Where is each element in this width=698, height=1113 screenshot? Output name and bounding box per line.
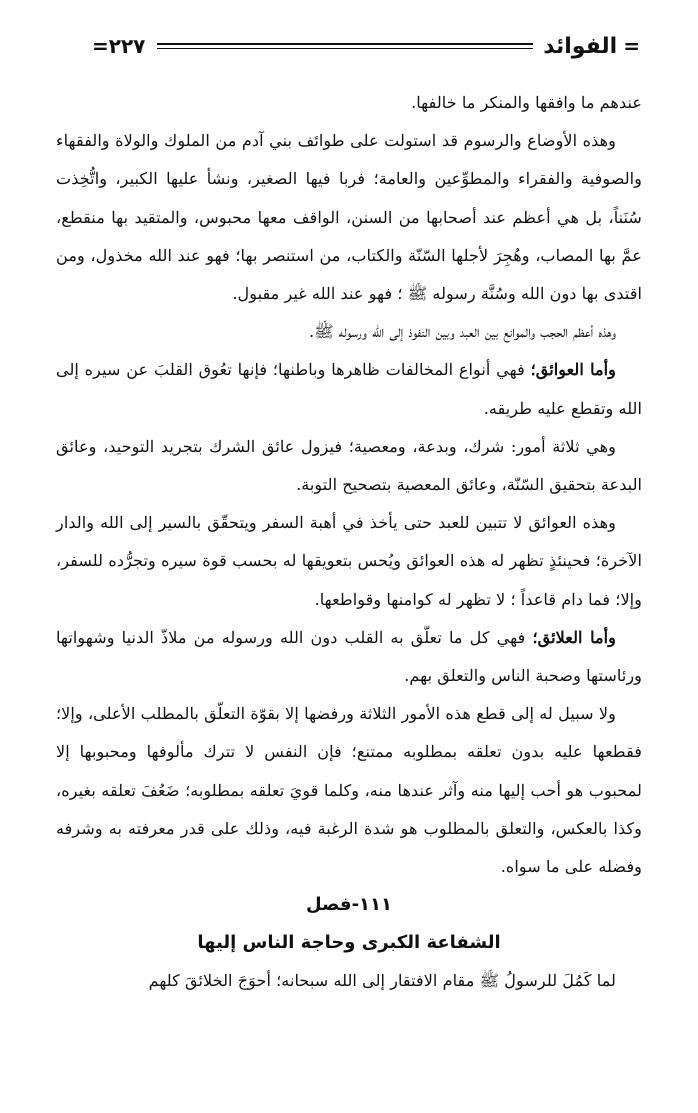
running-title: الفوائد [543, 33, 618, 59]
paragraph-6: وهذه العوائق لا تتبين للعبد حتى يأخذ في أهبة السفر ويتحقّق بالسير إلى الله والدار الآخرة؛ فحينئذٍ تظهر له هذه العوائق ويُحس بتعويقها له بحسب قوة سيره وتجرُّده للسفر، وإلا؛ فما دام قاعداً ؛ لا تظهر له كوامنها وقواطعها. [56, 513, 642, 609]
term-alaiq: وأما العلائق؛ [532, 627, 616, 647]
section-title: الشفاعة الكبرى وحاجة الناس إليها [197, 932, 501, 954]
paragraph-3: وهذه أعظم الحجب والموانع بين العبد وبين النفوذ إلى الله ورسوله ﷺ. [308, 322, 616, 342]
header-rule [157, 43, 533, 49]
paragraph-2: وهذه الأوضاع والرسوم قد استولت على طوائف بني آدم من الملوك والولاة والفقهاء والصوفية والفقراء والمطوِّعين والعامة؛ فربا فيها الصغير، ونشأ عليها الكبير، واتُّخِذت سُنَناً، بل هي أعظم عند أصحابها من السنن، الواقف معها محبوس، والمتقيد بها منقطع، عمَّ بها المصاب، وهُجِرَ لأجلها السّنّة والكتاب، من استنصر بها؛ فهو عند الله مخذول، ومن اقتدى بها دون الله وسُنَّة رسوله ﷺ ؛ فهو عند الله غير مقبول. [56, 131, 642, 304]
section-number: ١١١-فصل [305, 894, 393, 916]
paragraph-1: عندهم ما وافقها والمنكر ما خالفها. [411, 93, 642, 112]
paragraph-9: لما كَمُلَ للرسولُ ﷺ مقام الافتقار إلى الله سبحانه؛ أحوَجَ الخلائقَ كلهم [148, 971, 616, 991]
paragraph-7 [56, 619, 642, 695]
paragraph-7-text: فهي كل ما تعلّق به القلب دون الله ورسوله من ملاذّ الدنيا وشهواتها ورئاستها وصحبة الناس والتعلق بهم. [56, 627, 642, 686]
paragraph-5: وهي ثلاثة أمور: شرك، وبدعة، ومعصية؛ فيزول عائق الشرك بتجريد التوحيد، وعائق البدعة بتحقيق السّنّة، وعائق المعصية بتصحيح التوبة. [56, 436, 642, 495]
header-dash-left: = [92, 34, 109, 58]
page-number: ٢٢٧ [108, 34, 146, 58]
term-awaiq: وأما العوائق؛ [530, 360, 616, 380]
paragraph-4-text: فهي أنواع المخالفات ظاهرها وباطنها؛ فإنها تعُوق القلبَ عن سيره إلى الله وتقطع عليه طريقه. [56, 360, 642, 418]
body-text [56, 84, 642, 1000]
header-dash-right: = [623, 34, 640, 58]
paragraph-8: ولا سبيل له إلى قطع هذه الأمور الثلاثة ورفضها إلا بقوّة التعلّق بالمطلب الأعلى، وإلا؛ فقطعها عليه بدون تعلقه بمطلوبه ممتنع؛ فإن النفس لا تترك مألوفها ومحبوبها إلا لمحبوب هو أحب إليها منه وآثر عندها منه، وكلما قويَ تعلقه بمطلوبه؛ ضَعُفَ تعلقه بغيره، وكذا بالعكس، والتعلق بالمطلوب هو شدة الرغبة فيه، وذلك على قدر معرفته به وشرفه وفضله على ما سواه. [56, 704, 642, 877]
page-header [86, 28, 640, 64]
paragraph-4 [56, 351, 642, 427]
